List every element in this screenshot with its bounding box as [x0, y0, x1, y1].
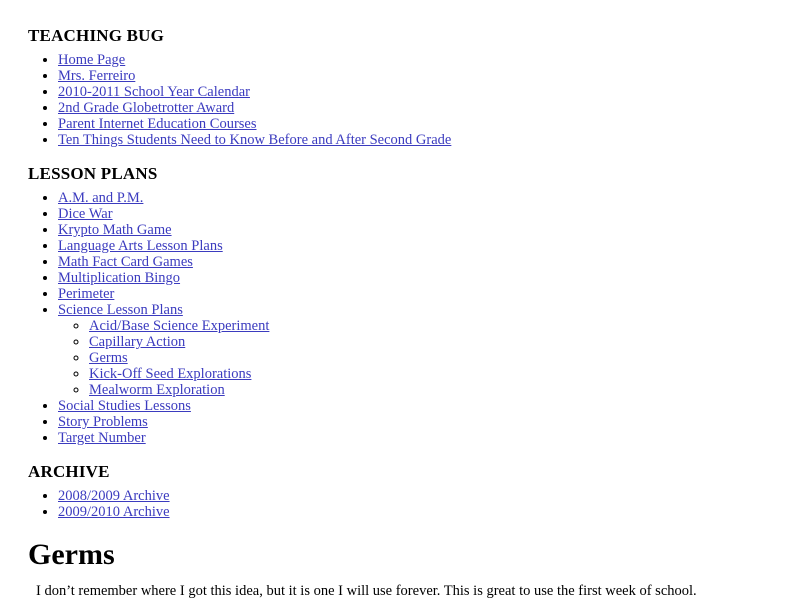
- link-2008-2009-archive[interactable]: 2008/2009 Archive: [58, 488, 170, 504]
- list-item: [58, 414, 772, 430]
- link-parent-internet-education-courses[interactable]: Parent Internet Education Courses: [58, 116, 257, 132]
- list-item: [58, 206, 772, 222]
- article-paragraph: I don’t remember where I got this idea, but it is one I will use forever. This is great to use the first week of school.: [36, 583, 697, 599]
- link-ten-things-students-need-to-know[interactable]: Ten Things Students Need to Know Before and After Second Grade: [58, 132, 452, 148]
- section-heading-archive: ARCHIVE: [28, 462, 110, 481]
- list-item: [58, 100, 772, 116]
- teaching-bug-link-list: [28, 52, 772, 148]
- list-item: [58, 132, 772, 148]
- list-item: [58, 52, 772, 68]
- archive-link-list: [28, 488, 772, 520]
- link-2009-2010-archive[interactable]: 2009/2010 Archive: [58, 504, 170, 520]
- list-item: [89, 366, 772, 382]
- link-science-lesson-plans[interactable]: Science Lesson Plans: [58, 302, 183, 318]
- link-krypto-math-game[interactable]: Krypto Math Game: [58, 222, 172, 238]
- list-item: [58, 222, 772, 238]
- list-item: [89, 334, 772, 350]
- link-social-studies-lessons[interactable]: Social Studies Lessons: [58, 398, 191, 414]
- link-dice-war[interactable]: Dice War: [58, 206, 113, 222]
- list-item: [89, 318, 772, 334]
- science-lesson-plans-sub-list: [58, 318, 772, 398]
- list-item: [58, 190, 772, 206]
- link-school-year-calendar[interactable]: 2010-2011 School Year Calendar: [58, 84, 250, 100]
- list-item: [89, 382, 772, 398]
- list-item: [58, 84, 772, 100]
- list-item: [58, 504, 772, 520]
- link-mealworm-exploration[interactable]: Mealworm Exploration: [89, 382, 225, 398]
- list-item: [89, 350, 772, 366]
- link-target-number[interactable]: Target Number: [58, 430, 146, 446]
- link-capillary-action[interactable]: Capillary Action: [89, 334, 186, 350]
- link-globetrotter-award[interactable]: 2nd Grade Globetrotter Award: [58, 100, 235, 116]
- list-item: [58, 270, 772, 286]
- page-title: Germs: [28, 538, 115, 571]
- link-story-problems[interactable]: Story Problems: [58, 414, 148, 430]
- link-acid-base-science-experiment[interactable]: Acid/Base Science Experiment: [89, 318, 270, 334]
- list-item: [58, 286, 772, 302]
- list-item: [58, 254, 772, 270]
- list-item: [58, 68, 772, 84]
- link-kick-off-seed-explorations[interactable]: Kick-Off Seed Explorations: [89, 366, 252, 382]
- link-am-and-pm[interactable]: A.M. and P.M.: [58, 190, 144, 206]
- list-item: [58, 430, 772, 446]
- list-item: [58, 302, 772, 398]
- link-home-page[interactable]: Home Page: [58, 52, 126, 68]
- lesson-plans-link-list: [28, 190, 772, 446]
- link-multiplication-bingo[interactable]: Multiplication Bingo: [58, 270, 181, 286]
- link-germs[interactable]: Germs: [89, 350, 128, 366]
- list-item: [58, 116, 772, 132]
- list-item: [58, 398, 772, 414]
- link-perimeter[interactable]: Perimeter: [58, 286, 115, 302]
- list-item: [58, 238, 772, 254]
- link-math-fact-card-games[interactable]: Math Fact Card Games: [58, 254, 193, 270]
- link-language-arts-lesson-plans[interactable]: Language Arts Lesson Plans: [58, 238, 223, 254]
- section-heading-teaching-bug: TEACHING BUG: [28, 26, 165, 45]
- section-heading-lesson-plans: LESSON PLANS: [28, 164, 158, 183]
- list-item: [58, 488, 772, 504]
- link-mrs-ferreiro[interactable]: Mrs. Ferreiro: [58, 68, 136, 84]
